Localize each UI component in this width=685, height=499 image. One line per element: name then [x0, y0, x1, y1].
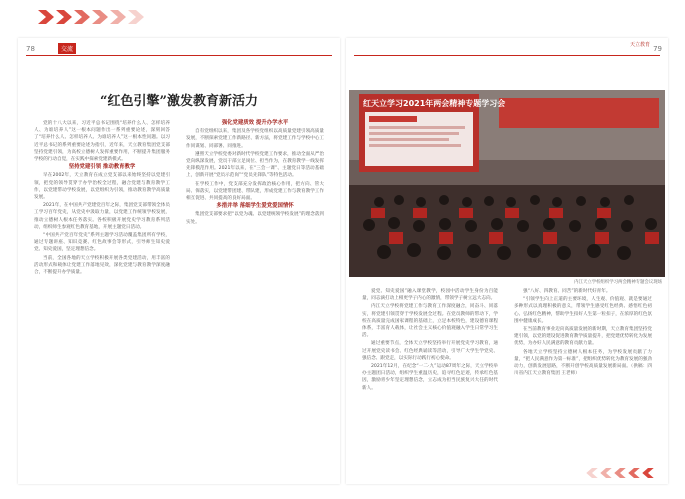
paragraph: “引领学生向上正道的主要环境，人生观、价值观、就是要通过多种形式以真理积极的意义，带领学生感受红色经典、感悟红色初心、弘扬红色精神，帮助学生扣好人生第一粒扣子，在浓厚的红色氛围中健康成长。 — [514, 297, 652, 324]
right-column-1 — [362, 288, 498, 393]
chevron-left-icon — [628, 468, 640, 478]
paragraph: 2021年，在中国共产党建党百年之际，集团党支部带领全体员工学习百年党史，从党史中汲取力量，以党建工作统领学校发展，推动立德树人根本任务落实。各校积极开展党史学习教育系列活动，组织师生参观红色教育基地，开展主题党日活动。 — [34, 203, 170, 230]
paragraph: 通过重要节点，全体天立学校坚持举行开展党史学习教育，通过开展党史读书会、红色经典诵读等活动，引导广大学生学党史、强信念、跟党走，以实际行动践行初心使命。 — [362, 341, 498, 361]
chevron-right-icon — [56, 10, 72, 24]
section-subheading: 坚持党建引领 推动教育教学 — [68, 164, 136, 171]
chevron-right-icon — [38, 10, 54, 24]
left-column-2 — [186, 120, 324, 227]
paragraph: 在学校工作中，党支部充分发挥政治核心作用，把方向、管大局、保落实，以党建带团建、带队建，形成党建工作与教育教学工作相互促进、共同提高的良好局面。 — [186, 181, 324, 202]
publication-logo: 天立教育 — [629, 42, 650, 48]
page-number: 78 — [26, 45, 35, 53]
section-tag: 交流 — [58, 43, 76, 54]
paragraph: 在当前教育事业迈向高质量发展的新时期，天立教育集团坚持党建引领，以党的建设促进教育教学质量提升，把党建优势转化为发展优势，为办好人民满意的教育贡献力量。 — [514, 327, 652, 347]
paragraph: 爱党、知史爱国”融入课堂教学，校园中活动学生身份为百能量，同志滴打动上相更学子内心的激情，带领学子树立远大志向。 — [362, 289, 498, 302]
photo-banner-text: 红天立学习2021年两会精神专题学习会 — [363, 99, 506, 108]
chevron-right-icon — [110, 10, 126, 24]
paragraph: 党的十八大以来，习近平总书记围绕“培养什么人、怎样培养人、为谁培养人”这一根本问题作出一系列重要论述，深刻回答了“培养什么人、怎样培养人、为谁培养人”这一根本性问题。以习近平总书记的系列重要论述为指引，近年来，天立教育集团党支部坚持党建引领，为高校立德树人发挥重要作用，不断提升集团服务学校的行动自觉，在实践中探索党建新模式。 — [34, 121, 170, 163]
conference-photo — [349, 90, 665, 277]
right-column-2 — [514, 288, 652, 378]
paragraph: “中国共产党百年党史”系列主题学习活动覆盖集团所有学校，通过专题讲座、知识竞赛、红色故事会等形式，引导师生知史爱党、知史爱国，坚定理想信念。 — [34, 233, 170, 253]
paragraph: 自有党组织以来，集团及各学校党组织以高质量党建引领高质量发展，不断探索党建工作新路径、新方法，将党建工作与学校中心工作同谋划、同部署、同推进。 — [186, 129, 324, 149]
chevron-right-icon — [74, 10, 90, 24]
chevron-right-icon — [92, 10, 108, 24]
paragraph: 2021年12月，在纪念“一二·九”运动87周年之际，天立学校举办主题团日活动，组织学生重温历史，追寻红色足迹，传承红色基因，激励青少年坚定理想信念，立志成为担当民族复兴大任的时代新人。 — [362, 364, 498, 391]
chevron-left-icon — [586, 468, 598, 478]
paragraph: 集团党支部要求把“以党为魂、以党建统领学校发展”的理念落到实处。 — [186, 212, 324, 225]
chevron-right-icon — [128, 10, 144, 24]
photo-illustration — [349, 90, 665, 277]
header-rule — [26, 55, 332, 56]
paragraph: 早在2002年，天立教育在成立党支部以来始终坚持以党建引领，把党的领导贯穿于办学治校全过程，融合党建与教育教学工作，以党建带动学校发展，以党组织为引领，推动教育教学高质量发展。 — [34, 173, 170, 201]
article-title: “红色引擎”激发教育新活力 — [100, 94, 258, 109]
paragraph: 强“八好、四教育、同苦”的新时代好青年。 — [523, 289, 611, 294]
section-subheading: 强化党建质效 提升办学水平 — [221, 120, 289, 126]
left-column-1 — [34, 120, 170, 277]
chevron-left-icon — [642, 468, 654, 478]
page-number: 79 — [653, 45, 662, 53]
chevron-left-icon — [600, 468, 612, 478]
paragraph: 当前，全国各地的天立学校积极开展各类党建活动，用丰富的活动形式和载体让党建工作落地见效，深化党建与教育教学深度融合，不断提升办学质量。 — [34, 255, 170, 276]
chevron-left-icon — [614, 468, 626, 478]
bottom-decoration — [586, 468, 654, 478]
section-subheading: 多措并举 落细学生爱党爱国情怀 — [216, 203, 294, 210]
header-rule — [354, 55, 660, 56]
paragraph: 遵照天立学校党委对新时代学校党建工作要求，推动全面从严治党向纵深发展，党员干部立足岗位、担当作为，在教育教学一线发挥先锋模范作用。2021年以来，在“三会一课”、主题党日等活动基础上，创新开展“党员示范岗”“党员先锋队”等特色活动。 — [186, 151, 324, 179]
paragraph: 各地天立学校坚持立德树人根本任务，为学校发展贡献了力量，“把人民满意作为第一标准”，把组织优势转化为教育发展的强劲动力，创新发展思路，不断开创学校高质量发展新局面。（供稿：四川省内江天立教育集团 王老师） — [514, 349, 652, 377]
left-page — [18, 38, 340, 484]
paragraph: 内江天立学校将党建工作与教育工作深度融合，同奋斗、同落实，将党建引领贯穿于学校发展全过程。在党员教师的带动下，学校在高质量完成国家课程的基础上，立足本校特色，建设德育课程体系，丰富育人载体，让社会主义核心价值观融入学生日常学习生活。 — [362, 304, 498, 339]
right-page — [346, 38, 668, 484]
photo-caption: 内江天立学校组织学习两会精神专题会议现场 — [574, 280, 662, 285]
